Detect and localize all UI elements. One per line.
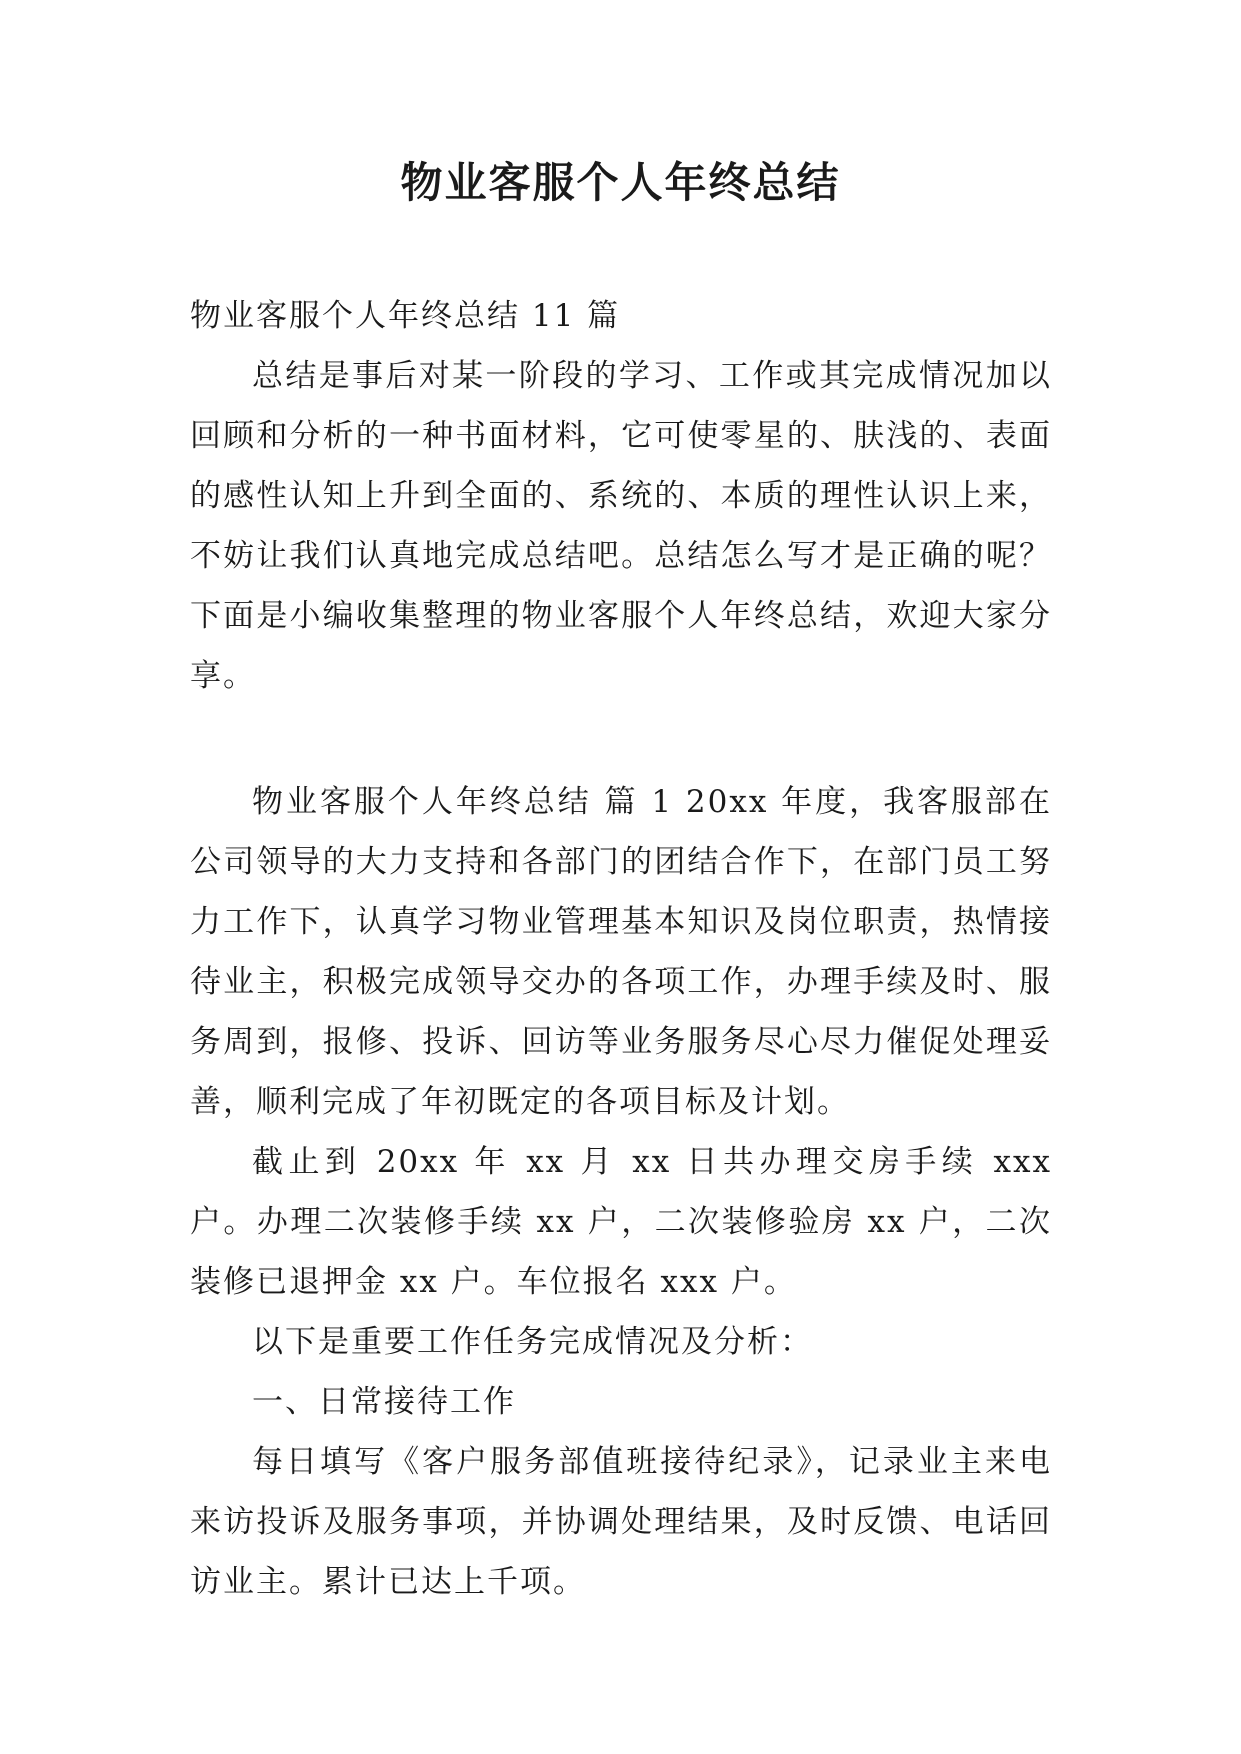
document-title: 物业客服个人年终总结 (400, 158, 841, 207)
section1-paragraph-1: 物业客服个人年终总结 篇 1 20xx 年度，我客服部在公司领导的大力支持和各部门的团结合作下，在部门员工努力工作下，认真学习物业管理基本知识及岗位职责，热情接待业主，积极完成领导交办的各项工作，办理手续及时、服务周到，报修、投诉、回访等业务服务尽心尽力催促处理妥善，顺利完成了年初既定的各项目标及计划。 (190, 784, 1052, 1120)
document-body (190, 286, 1052, 1612)
section-gap (190, 706, 1052, 772)
section1-paragraph-4: 每日填写《客户服务部值班接待纪录》，记录业主来电来访投诉及服务事项，并协调处理结果，及时反馈、电话回访业主。累计已达上千项。 (190, 1444, 1052, 1600)
document-subtitle: 物业客服个人年终总结 11 篇 (190, 298, 621, 334)
section1-paragraph-2: 截止到 20xx 年 xx 月 xx 日共办理交房手续 xxx 户。办理二次装修手续 xx 户，二次装修验房 xx 户，二次装修已退押金 xx 户。车位报名 xxx 户。 (190, 1144, 1052, 1300)
section1-heading-1: 一、日常接待工作 (252, 1384, 516, 1420)
intro-paragraph: 总结是事后对某一阶段的学习、工作或其完成情况加以回顾和分析的一种书面材料，它可使零星的、肤浅的、表面的感性认知上升到全面的、系统的、本质的理性认识上来，不妨让我们认真地完成总结吧。总结怎么写才是正确的呢？下面是小编收集整理的物业客服个人年终总结，欢迎大家分享。 (190, 358, 1052, 694)
section1-paragraph-3: 以下是重要工作任务完成情况及分析： (252, 1324, 813, 1360)
